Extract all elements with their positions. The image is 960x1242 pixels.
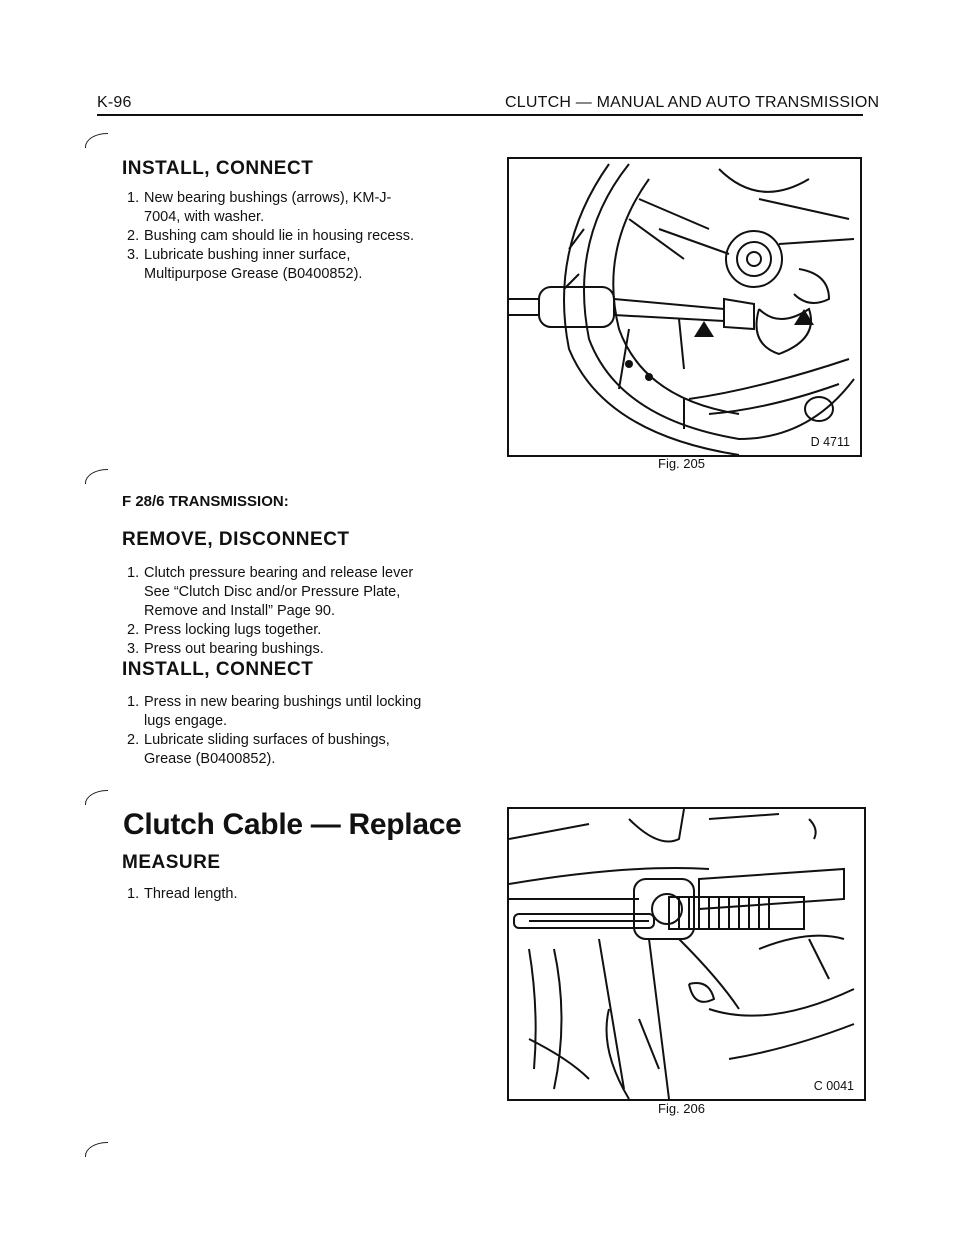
corner-mark [85,790,108,805]
figure-caption: Fig. 205 [658,456,705,471]
remove-steps [127,564,427,659]
install-steps [127,189,427,284]
clutch-cable-measure-illustration [509,809,864,1099]
step-item: 1. New bearing bushings (arrows), KM-J-7004, with washer. [127,190,392,225]
step-item: 1. Clutch pressure bearing and release lever See “Clutch Disc and/or Pressure Plate, Remove and Install” Page 90. [127,565,414,619]
section-heading-measure: MEASURE [122,852,221,873]
figure-code: C 0041 [813,1079,854,1093]
page-number: K-96 [97,94,132,111]
section-heading-remove: REMOVE, DISCONNECT [122,529,350,550]
step-item: 3. Press out bearing bushings. [127,641,324,657]
step-item: 2. Press locking lugs together. [127,622,322,638]
install-steps-2 [127,693,427,769]
step-item: 1. Thread length. [127,886,238,902]
step-item: 2. Lubricate sliding surfaces of bushings, Grease (B0400852). [127,732,390,767]
section-heading-install: INSTALL, CONNECT [122,158,314,179]
figure-code: D 4711 [810,435,850,449]
corner-mark [85,133,108,148]
step-item: 3. Lubricate bushing inner surface, Multipurpose Grease (B0400852). [127,247,363,282]
figure-caption: Fig. 206 [658,1101,705,1116]
measure-steps [127,885,427,904]
section-heading-install-2: INSTALL, CONNECT [122,659,314,680]
bearing-bushing-illustration [509,159,860,455]
figure-205 [507,157,862,457]
step-item: 1. Press in new bearing bushings until locking lugs engage. [127,694,422,729]
step-item: 2. Bushing cam should lie in housing recess. [127,228,415,244]
corner-mark [85,469,108,484]
clutch-cable-title: Clutch Cable — Replace [123,808,462,841]
transmission-label: F 28/6 TRANSMISSION: [122,493,289,510]
running-header: CLUTCH — MANUAL AND AUTO TRANSMISSION [505,94,880,111]
figure-206 [507,807,866,1101]
header-rule [97,114,863,116]
corner-mark [85,1142,108,1157]
